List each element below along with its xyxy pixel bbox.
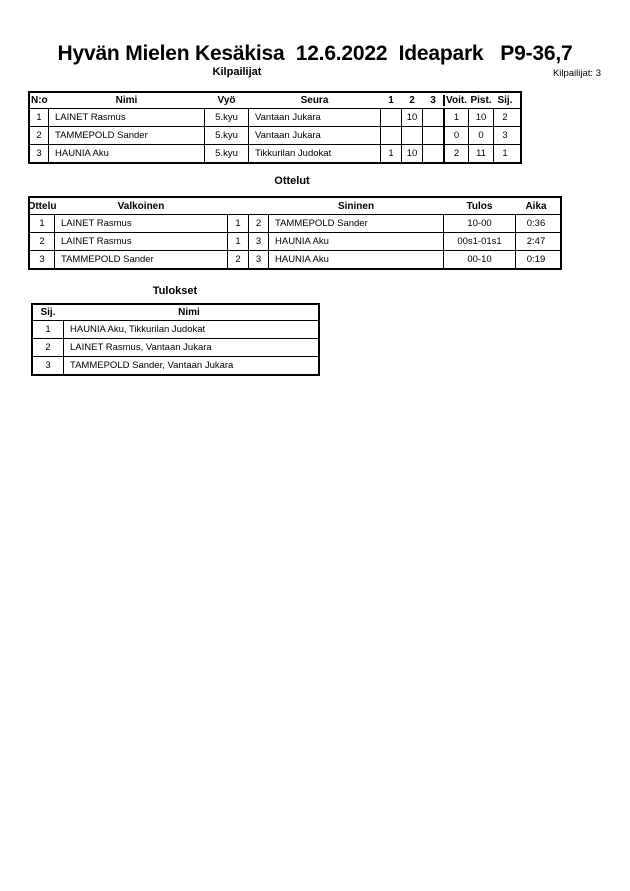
- cell-round1: 1: [380, 145, 401, 162]
- header-round1: 1: [388, 95, 394, 106]
- cell-round3: [422, 109, 443, 126]
- cell-nimi: HAUNIA Aku: [48, 145, 204, 162]
- table-row: [30, 214, 560, 232]
- table-row: [30, 108, 520, 126]
- cell-round1: [380, 109, 401, 126]
- cell-aika: 0:36: [515, 215, 556, 232]
- cell-nimi: LAINET Rasmus, Vantaan Jukara: [63, 339, 314, 356]
- table-row: [30, 232, 560, 250]
- cell-valkoinen: TAMMEPOLD Sander: [54, 251, 227, 268]
- cell-round3: [422, 145, 443, 162]
- header-pist: Pist.: [470, 95, 492, 106]
- kilpailijat-header-row: [30, 93, 520, 108]
- cell-seura: Tikkurilan Judokat: [248, 145, 380, 162]
- cell-no: 3: [36, 148, 42, 159]
- cell-round3: [422, 127, 443, 144]
- cell-tulos: 00-10: [443, 251, 515, 268]
- section-heading-kilpailijat: Kilpailijat: [212, 66, 262, 78]
- header-no: N:o: [31, 95, 48, 106]
- cell-voit: 0: [443, 127, 468, 144]
- cell-vyo: 5.kyu: [204, 127, 248, 144]
- cell-sij: 2: [45, 342, 51, 353]
- cell-nimi: HAUNIA Aku, Tikkurilan Judokat: [63, 321, 314, 338]
- cell-sininen: TAMMEPOLD Sander: [268, 215, 443, 232]
- header-tulos: Tulos: [466, 200, 493, 212]
- cell-white-no: 2: [227, 251, 248, 268]
- cell-voit: 1: [443, 109, 468, 126]
- cell-pist: 0: [468, 127, 493, 144]
- cell-sij: 3: [493, 127, 516, 144]
- table-row: [33, 338, 318, 356]
- cell-sij: 3: [45, 360, 51, 371]
- cell-ottelu: 3: [39, 254, 45, 265]
- cell-voit: 2: [443, 145, 468, 162]
- cell-white-no: 1: [227, 233, 248, 250]
- cell-round1: [380, 127, 401, 144]
- cell-nimi: LAINET Rasmus: [48, 109, 204, 126]
- cell-blue-no: 2: [248, 215, 268, 232]
- kilpailijat-table: [28, 91, 522, 164]
- cell-ottelu: 2: [39, 236, 45, 247]
- cell-white-no: 1: [227, 215, 248, 232]
- cell-round2: 10: [401, 109, 422, 126]
- ottelut-table: [28, 196, 562, 270]
- cell-round2: [401, 127, 422, 144]
- header-valkoinen: Valkoinen: [117, 200, 165, 212]
- cell-seura: Vantaan Jukara: [248, 127, 380, 144]
- cell-blue-no: 3: [248, 233, 268, 250]
- cell-pist: 11: [468, 145, 493, 162]
- header-round3: 3: [430, 95, 436, 106]
- header-aika: Aika: [525, 200, 547, 212]
- cell-tulos: 10-00: [443, 215, 515, 232]
- table-row: [33, 356, 318, 374]
- ottelut-header-row: [27, 198, 560, 214]
- cell-nimi: TAMMEPOLD Sander, Vantaan Jukara: [63, 357, 314, 374]
- cell-blue-no: 3: [248, 251, 268, 268]
- cell-valkoinen: LAINET Rasmus: [54, 215, 227, 232]
- header-ottelu: Ottelu: [27, 200, 57, 212]
- cell-aika: 2:47: [515, 233, 556, 250]
- cell-tulos: 00s1-01s1: [443, 233, 515, 250]
- cell-round2: 10: [401, 145, 422, 162]
- header-vyo: Vyö: [217, 95, 236, 106]
- header-voit: Voit.: [443, 95, 468, 106]
- cell-sininen: HAUNIA Aku: [268, 233, 443, 250]
- header-nimi: Nimi: [178, 307, 200, 318]
- table-row: [30, 144, 520, 162]
- header-sij: Sij.: [497, 95, 513, 106]
- table-row: [30, 250, 560, 268]
- tulokset-table: [31, 303, 320, 376]
- cell-ottelu: 1: [39, 218, 45, 229]
- table-row: [30, 126, 520, 144]
- cell-seura: Vantaan Jukara: [248, 109, 380, 126]
- cell-sij: 1: [45, 324, 51, 335]
- section-heading-ottelut: Ottelut: [274, 175, 310, 187]
- cell-sij: 1: [493, 145, 516, 162]
- cell-no: 2: [36, 130, 42, 141]
- cell-vyo: 5.kyu: [204, 109, 248, 126]
- header-sininen: Sininen: [337, 200, 375, 212]
- tulokset-header-row: [33, 305, 318, 320]
- header-round2: 2: [409, 95, 415, 106]
- header-seura: Seura: [300, 95, 329, 106]
- cell-nimi: TAMMEPOLD Sander: [48, 127, 204, 144]
- header-sij: Sij.: [40, 307, 56, 318]
- competitors-count: Kilpailijat: 3: [552, 68, 601, 79]
- page-title: Hyvän Mielen Kesäkisa 12.6.2022 Ideapark P9-36,7: [57, 42, 573, 65]
- cell-pist: 10: [468, 109, 493, 126]
- cell-aika: 0:19: [515, 251, 556, 268]
- header-nimi: Nimi: [115, 95, 138, 106]
- table-row: [33, 320, 318, 338]
- cell-no: 1: [36, 112, 42, 123]
- cell-valkoinen: LAINET Rasmus: [54, 233, 227, 250]
- cell-vyo: 5.kyu: [204, 145, 248, 162]
- cell-sininen: HAUNIA Aku: [268, 251, 443, 268]
- cell-sij: 2: [493, 109, 516, 126]
- section-heading-tulokset: Tulokset: [152, 285, 198, 297]
